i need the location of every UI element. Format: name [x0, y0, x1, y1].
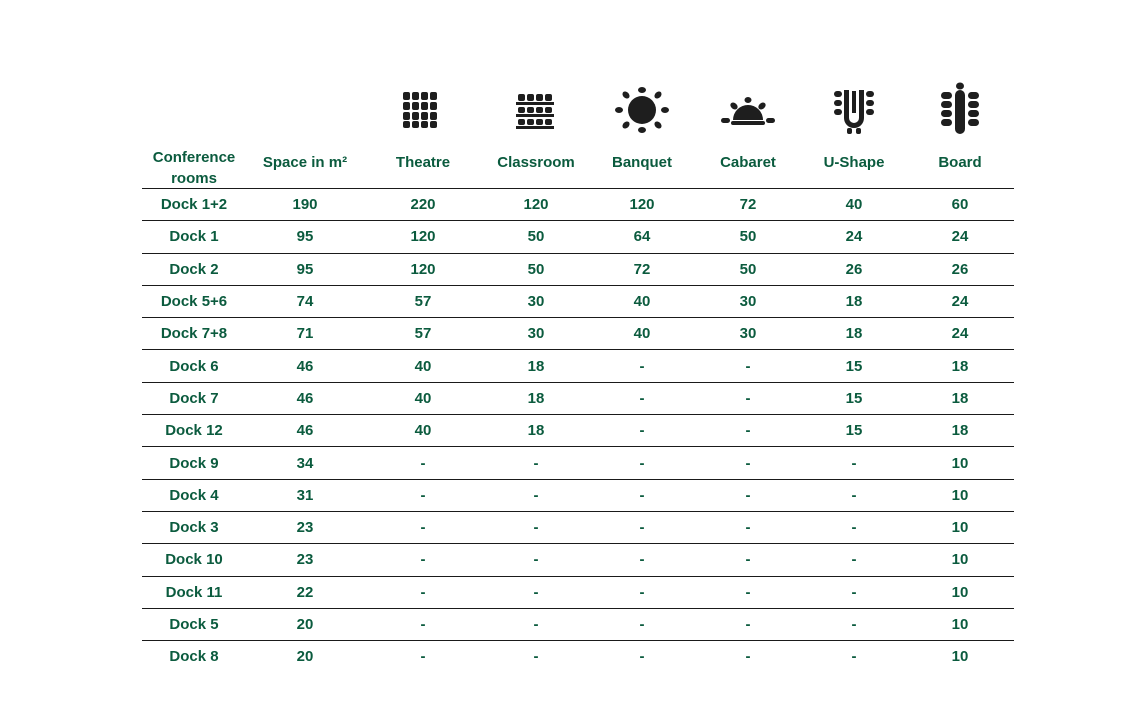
capacity-cell: 26 — [845, 260, 863, 278]
table-row — [142, 511, 1014, 543]
u-shape-icon — [814, 80, 894, 140]
capacity-cell: - — [639, 422, 645, 440]
capacity-cell: - — [639, 486, 645, 504]
room-name-cell: Dock 2 — [169, 260, 219, 278]
capacity-cell: - — [420, 583, 426, 601]
capacity-cell: - — [420, 616, 426, 633]
capacity-cell: 10 — [951, 454, 969, 472]
room-name-cell: Dock 1+2 — [160, 196, 228, 214]
capacity-cell: 120 — [410, 260, 436, 278]
capacity-cell: - — [420, 454, 426, 472]
capacity-cell: 24 — [951, 293, 969, 311]
board-icon — [920, 80, 1000, 140]
capacity-cell: 72 — [633, 260, 651, 278]
capacity-cell: 120 — [523, 196, 549, 214]
room-name-cell: Dock 5+6 — [160, 293, 228, 311]
room-name-cell: Dock 8 — [169, 648, 219, 666]
capacity-cell: 220 — [410, 196, 436, 214]
capacity-cell: 10 — [951, 648, 969, 666]
header-banquet: Banquet — [612, 154, 672, 171]
capacity-cell: - — [851, 486, 857, 504]
capacity-cell: 40 — [633, 325, 651, 343]
table-row — [142, 285, 1014, 317]
capacity-cell: 18 — [951, 389, 969, 407]
capacity-cell: 30 — [739, 325, 757, 343]
capacity-cell: - — [745, 648, 751, 666]
capacity-cell: 40 — [414, 357, 432, 375]
capacity-cell: - — [745, 486, 751, 504]
capacity-cell: 10 — [951, 616, 969, 633]
room-name-cell: Dock 4 — [169, 486, 219, 504]
capacity-cell: - — [745, 389, 751, 407]
capacity-cell: 34 — [296, 454, 314, 472]
capacity-cell: 120 — [629, 196, 655, 214]
capacity-cell: - — [745, 616, 751, 633]
capacity-cell: - — [639, 616, 645, 633]
table-row — [142, 188, 1014, 220]
capacity-cell: - — [639, 454, 645, 472]
header-classroom: Classroom — [497, 154, 575, 171]
capacity-cell: 18 — [845, 325, 863, 343]
capacity-cell: 40 — [633, 293, 651, 311]
capacity-cell: 40 — [845, 196, 863, 214]
room-name-cell: Dock 12 — [165, 422, 223, 440]
capacity-table — [142, 80, 1014, 666]
capacity-cell: - — [745, 551, 751, 569]
capacity-cell: 60 — [951, 196, 969, 214]
capacity-cell: - — [533, 486, 539, 504]
capacity-cell: 18 — [527, 422, 545, 440]
room-name-cell: Dock 10 — [165, 551, 223, 569]
capacity-cell: - — [745, 454, 751, 472]
capacity-cell: - — [851, 648, 857, 666]
capacity-cell: - — [420, 486, 426, 504]
table-row — [142, 479, 1014, 511]
capacity-cell: - — [420, 551, 426, 569]
capacity-cell: 26 — [951, 260, 969, 278]
table-row — [142, 317, 1014, 349]
capacity-cell: 46 — [296, 389, 314, 407]
capacity-cell: 10 — [951, 519, 969, 537]
cabaret-icon — [708, 80, 788, 140]
table-row — [142, 382, 1014, 414]
capacity-cell: - — [639, 551, 645, 569]
table-row — [142, 349, 1014, 381]
capacity-cell: - — [851, 551, 857, 569]
capacity-cell: 24 — [951, 228, 969, 246]
capacity-cell: 95 — [296, 228, 314, 246]
capacity-cell: - — [533, 648, 539, 666]
capacity-cell: 95 — [296, 260, 314, 278]
capacity-cell: 15 — [845, 357, 863, 375]
table-row — [142, 220, 1014, 252]
capacity-cell: - — [639, 389, 645, 407]
table-row — [142, 543, 1014, 575]
table-body — [142, 188, 1014, 672]
capacity-cell: 30 — [527, 293, 545, 311]
capacity-cell: - — [851, 616, 857, 633]
capacity-cell: 50 — [739, 228, 757, 246]
room-name-cell: Dock 5 — [169, 616, 219, 633]
table-row — [142, 414, 1014, 446]
capacity-cell: 30 — [739, 293, 757, 311]
table-row — [142, 446, 1014, 478]
capacity-cell: - — [851, 583, 857, 601]
capacity-cell: 15 — [845, 422, 863, 440]
header-theatre: Theatre — [395, 154, 451, 171]
capacity-cell: - — [851, 519, 857, 537]
capacity-cell: 18 — [527, 389, 545, 407]
capacity-cell: 31 — [296, 486, 314, 504]
capacity-cell: 71 — [296, 325, 314, 343]
capacity-cell: - — [745, 519, 751, 537]
capacity-cell: 72 — [739, 196, 757, 214]
capacity-cell: 23 — [296, 519, 314, 537]
room-name-cell: Dock 3 — [169, 519, 219, 537]
capacity-cell: 50 — [527, 228, 545, 246]
capacity-cell: 23 — [296, 551, 314, 569]
capacity-cell: 57 — [414, 293, 432, 311]
room-name-cell: Dock 1 — [169, 228, 219, 246]
capacity-cell: 18 — [527, 357, 545, 375]
header-u-shape: U-Shape — [823, 154, 885, 171]
capacity-cell: - — [533, 551, 539, 569]
capacity-cell: - — [745, 422, 751, 440]
capacity-cell: - — [639, 648, 645, 666]
capacity-cell: 46 — [296, 422, 314, 440]
capacity-cell: 22 — [296, 583, 314, 601]
capacity-cell: - — [639, 519, 645, 537]
capacity-cell: 20 — [296, 616, 314, 633]
capacity-cell: 10 — [951, 583, 969, 601]
capacity-cell: 40 — [414, 422, 432, 440]
room-name-cell: Dock 9 — [169, 454, 219, 472]
capacity-cell: 30 — [527, 325, 545, 343]
capacity-cell: 10 — [951, 486, 969, 504]
capacity-cell: - — [745, 357, 751, 375]
capacity-cell: - — [851, 454, 857, 472]
table-row — [142, 608, 1014, 640]
capacity-cell: - — [745, 583, 751, 601]
capacity-cell: - — [533, 616, 539, 633]
room-name-cell: Dock 7 — [169, 389, 219, 407]
capacity-cell: - — [420, 519, 426, 537]
table-row — [142, 640, 1014, 672]
capacity-cell: - — [533, 583, 539, 601]
theatre-icon — [383, 80, 463, 140]
capacity-cell: 190 — [292, 196, 318, 214]
capacity-cell: 74 — [296, 293, 314, 311]
capacity-cell: 64 — [633, 228, 651, 246]
capacity-cell: 18 — [845, 293, 863, 311]
setup-icons-row — [142, 80, 1014, 140]
header-board: Board — [938, 154, 982, 171]
capacity-cell: 46 — [296, 357, 314, 375]
header-conference-rooms: Conference rooms — [152, 149, 236, 187]
room-name-cell: Dock 7+8 — [160, 325, 228, 343]
table-row — [142, 253, 1014, 285]
table-row — [142, 576, 1014, 608]
capacity-cell: - — [639, 583, 645, 601]
capacity-cell: - — [639, 357, 645, 375]
capacity-cell: 57 — [414, 325, 432, 343]
capacity-cell: 18 — [951, 422, 969, 440]
header-cabaret: Cabaret — [720, 154, 776, 171]
capacity-cell: 120 — [410, 228, 436, 246]
capacity-cell: 50 — [527, 260, 545, 278]
capacity-cell: - — [533, 454, 539, 472]
capacity-cell: - — [533, 519, 539, 537]
capacity-cell: 40 — [414, 389, 432, 407]
room-name-cell: Dock 11 — [165, 583, 223, 601]
capacity-cell: 15 — [845, 389, 863, 407]
room-name-cell: Dock 6 — [169, 357, 219, 375]
capacity-cell: 20 — [296, 648, 314, 666]
capacity-cell: 24 — [951, 325, 969, 343]
header-space: Space in m² — [262, 154, 348, 171]
capacity-cell: 18 — [951, 357, 969, 375]
capacity-cell: 24 — [845, 228, 863, 246]
capacity-cell: 50 — [739, 260, 757, 278]
classroom-icon — [496, 80, 576, 140]
banquet-icon — [602, 80, 682, 140]
capacity-cell: 10 — [951, 551, 969, 569]
capacity-cell: - — [420, 648, 426, 666]
